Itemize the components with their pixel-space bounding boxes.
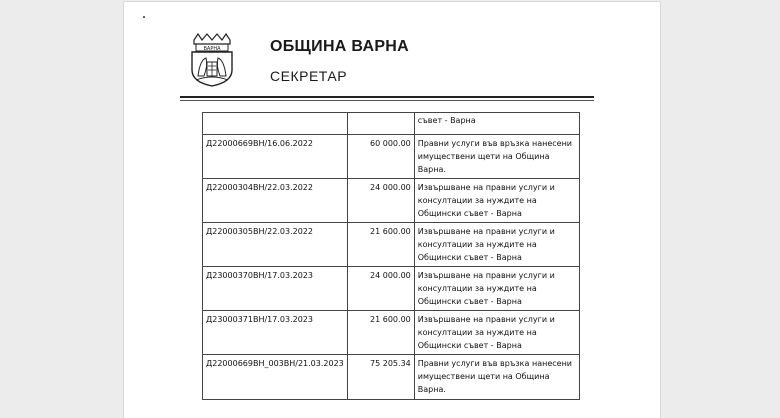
description-cell: Извършване на правни услуги и консултации за нуждите на Общински съвет - Варна bbox=[414, 267, 579, 311]
description-cell: Извършване на правни услуги и консултации за нуждите на Общински съвет - Варна bbox=[414, 311, 579, 355]
table-row bbox=[203, 311, 580, 355]
department-name: СЕКРЕТАР bbox=[270, 68, 348, 84]
doc-number-cell bbox=[203, 113, 348, 135]
doc-number-cell: Д22000669ВН/16.06.2022 bbox=[203, 135, 348, 179]
description-cell: Правни услуги във връзка нанесени имуществени щети на Община Варна. bbox=[414, 135, 579, 179]
description-cell: съвет - Варна bbox=[414, 113, 579, 135]
table-row bbox=[203, 267, 580, 311]
amount-cell: 60 000.00 bbox=[347, 135, 414, 179]
amount-cell: 21 600.00 bbox=[347, 223, 414, 267]
amount-cell: 21 600.00 bbox=[347, 311, 414, 355]
document-page bbox=[124, 2, 660, 418]
doc-number-cell: Д22000304ВН/22.03.2022 bbox=[203, 179, 348, 223]
header-divider bbox=[180, 96, 594, 98]
table-row bbox=[203, 135, 580, 179]
scan-speck bbox=[143, 16, 145, 18]
description-cell: Правни услуги във връзка нанесени имуществени щети на Община Варна. bbox=[414, 355, 579, 400]
table-row bbox=[203, 113, 580, 135]
doc-number-cell: Д22000669ВН_003ВН/21.03.2023 bbox=[203, 355, 348, 400]
contracts-table bbox=[202, 112, 580, 400]
org-name: ОБЩИНА ВАРНА bbox=[270, 38, 409, 55]
description-cell: Извършване на правни услуги и консултации за нуждите на Общински съвет - Варна bbox=[414, 179, 579, 223]
varna-crest-icon bbox=[188, 30, 236, 88]
amount-cell bbox=[347, 113, 414, 135]
doc-number-cell: Д23000371ВН/17.03.2023 bbox=[203, 311, 348, 355]
table-row bbox=[203, 355, 580, 400]
amount-cell: 24 000.00 bbox=[347, 179, 414, 223]
doc-number-cell: Д23000370ВН/17.03.2023 bbox=[203, 267, 348, 311]
crest-label: ВАРНА bbox=[203, 45, 221, 52]
table-row bbox=[203, 179, 580, 223]
description-cell: Извършване на правни услуги и консултации за нуждите на Общински съвет - Варна bbox=[414, 223, 579, 267]
amount-cell: 75 205.34 bbox=[347, 355, 414, 400]
amount-cell: 24 000.00 bbox=[347, 267, 414, 311]
table-row bbox=[203, 223, 580, 267]
header-divider-thin bbox=[180, 100, 594, 101]
doc-number-cell: Д22000305ВН/22.03.2022 bbox=[203, 223, 348, 267]
